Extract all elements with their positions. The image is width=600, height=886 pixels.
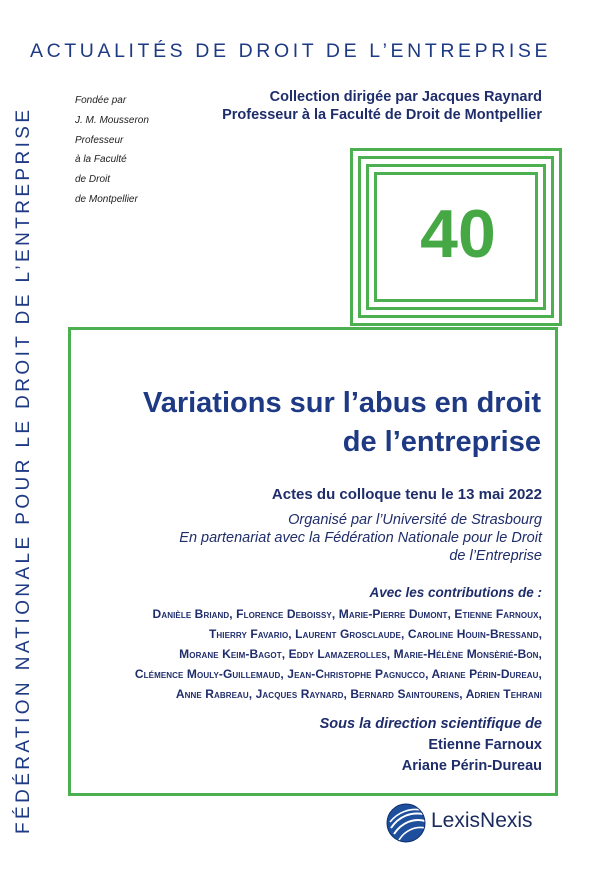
- book-title: [143, 384, 541, 462]
- collection-editor: [222, 88, 542, 124]
- founder-line: Fondée par: [75, 95, 127, 106]
- publisher-name: LexisNexis: [431, 809, 533, 832]
- volume-number: 40: [420, 196, 496, 272]
- founder-line: Professeur: [75, 134, 124, 146]
- contributors-list: [135, 604, 542, 704]
- colloquium-date: Actes du colloque tenu le 13 mai 2022: [271, 486, 542, 503]
- contributors-line: Danièle Briand, Florence Deboissy, Marie-Pierre Dumont, Etienne Farnoux,: [152, 607, 542, 621]
- founder-line: J. M. Mousseron: [75, 114, 149, 126]
- scientific-direction: [320, 714, 542, 777]
- collection-line-2: Professeur à la Faculté de Droit de Montpellier: [222, 107, 542, 123]
- founder-line: à la Faculté: [75, 154, 127, 166]
- spine-title: FÉDÉRATION NATIONALE POUR LE DROIT DE L’ENTREPRISE: [13, 106, 34, 834]
- lexisnexis-globe-icon: [385, 802, 427, 844]
- contributions-label: Avec les contributions de :: [369, 585, 542, 600]
- contributors-line: Anne Rabreau, Jacques Raynard, Bernard Saintourens, Adrien Tehrani: [175, 687, 542, 701]
- founder-line: de Montpellier: [75, 193, 138, 205]
- contributors-line: Thierry Favario, Laurent Grosclaude, Caroline Houin-Bressand,: [208, 627, 542, 641]
- organisers: [179, 511, 542, 565]
- spine-band: [0, 70, 38, 834]
- series-title: ACTUALITÉS DE DROIT DE L’ENTREPRISE: [30, 40, 552, 62]
- contributors-line: Morane Keim-Bagot, Eddy Lamazerolles, Marie-Hélène Monsèrié-Bon,: [179, 647, 542, 661]
- book-title-line-1: Variations sur l’abus en droit: [142, 387, 541, 419]
- collection-line-1: Collection dirigée par Jacques Raynard: [269, 89, 542, 105]
- publisher-logo: [385, 798, 555, 848]
- direction-label: Sous la direction scientifique de: [319, 716, 542, 732]
- organiser-line: de l’Entreprise: [449, 548, 542, 564]
- director-name: Ariane Périn-Dureau: [401, 758, 542, 774]
- founder-note: [75, 91, 149, 210]
- book-title-line-2: de l’entreprise: [342, 426, 541, 458]
- organiser-line: En partenariat avec la Fédération Nationale pour le Droit: [179, 530, 542, 546]
- contributors-line: Clémence Mouly-Guillemaud, Jean-Christophe Pagnucco, Ariane Périn-Dureau,: [134, 667, 542, 681]
- founder-line: de Droit: [75, 174, 111, 186]
- director-name: Etienne Farnoux: [428, 737, 542, 753]
- organiser-line: Organisé par l’Université de Strasbourg: [288, 512, 542, 528]
